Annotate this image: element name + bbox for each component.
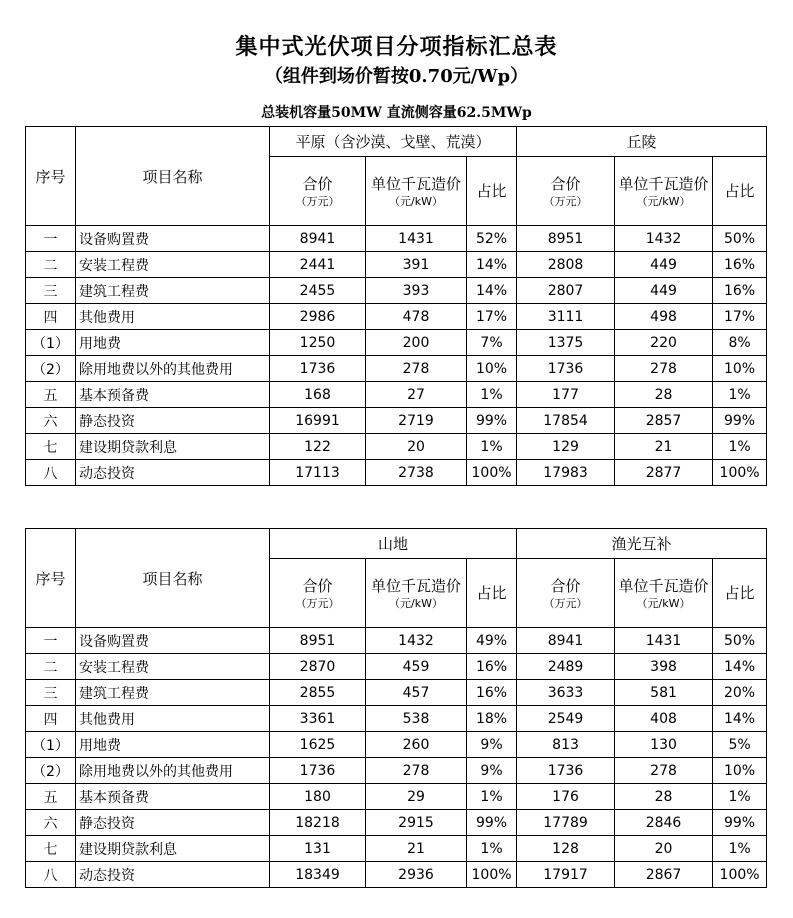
row-seq: 五 bbox=[26, 784, 76, 810]
row-price-b: 8941 bbox=[517, 628, 615, 654]
row-price-a: 1736 bbox=[270, 758, 366, 784]
row-price-b: 8951 bbox=[517, 226, 615, 252]
row-price-a: 2455 bbox=[270, 278, 366, 304]
row-item-name: 其他费用 bbox=[76, 304, 270, 330]
row-item-name: 动态投资 bbox=[76, 862, 270, 888]
row-item-name: 动态投资 bbox=[76, 460, 270, 486]
unit-cost-header-b-unit: （元/kW） bbox=[636, 596, 691, 610]
row-unit-cost-b: 1431 bbox=[615, 628, 713, 654]
row-seq: 五 bbox=[26, 382, 76, 408]
unit-cost-header-b bbox=[615, 157, 713, 226]
row-ratio-a: 9% bbox=[467, 758, 517, 784]
table-row bbox=[26, 408, 767, 434]
row-ratio-b: 50% bbox=[713, 226, 767, 252]
row-price-b: 17789 bbox=[517, 810, 615, 836]
row-item-name: 建设期贷款利息 bbox=[76, 434, 270, 460]
table-row bbox=[26, 836, 767, 862]
row-ratio-b: 17% bbox=[713, 304, 767, 330]
table-row bbox=[26, 278, 767, 304]
row-item-name: 除用地费以外的其他费用 bbox=[76, 356, 270, 382]
row-seq: 八 bbox=[26, 460, 76, 486]
row-unit-cost-b: 398 bbox=[615, 654, 713, 680]
row-seq: 六 bbox=[26, 408, 76, 434]
row-unit-cost-b: 28 bbox=[615, 382, 713, 408]
table-row bbox=[26, 654, 767, 680]
row-unit-cost-a: 260 bbox=[366, 732, 467, 758]
row-price-a: 2855 bbox=[270, 680, 366, 706]
row-unit-cost-a: 278 bbox=[366, 356, 467, 382]
row-unit-cost-b: 28 bbox=[615, 784, 713, 810]
row-price-a: 1736 bbox=[270, 356, 366, 382]
row-unit-cost-a: 459 bbox=[366, 654, 467, 680]
price-header-b-unit: （万元） bbox=[543, 596, 588, 610]
row-unit-cost-b: 2846 bbox=[615, 810, 713, 836]
row-ratio-a: 52% bbox=[467, 226, 517, 252]
row-unit-cost-a: 538 bbox=[366, 706, 467, 732]
ratio-header-a-label: 占比 bbox=[476, 584, 507, 602]
row-seq: （2） bbox=[26, 758, 76, 784]
row-price-b: 813 bbox=[517, 732, 615, 758]
ratio-header-b bbox=[713, 559, 767, 628]
row-unit-cost-a: 457 bbox=[366, 680, 467, 706]
row-price-b: 2489 bbox=[517, 654, 615, 680]
row-unit-cost-a: 393 bbox=[366, 278, 467, 304]
row-unit-cost-b: 581 bbox=[615, 680, 713, 706]
unit-cost-header-a-unit: （元/kW） bbox=[389, 596, 443, 610]
row-price-a: 180 bbox=[270, 784, 366, 810]
table-row bbox=[26, 460, 767, 486]
row-ratio-a: 9% bbox=[467, 732, 517, 758]
row-item-name: 静态投资 bbox=[76, 408, 270, 434]
row-item-name: 建筑工程费 bbox=[76, 278, 270, 304]
row-item-name: 建筑工程费 bbox=[76, 680, 270, 706]
row-price-a: 122 bbox=[270, 434, 366, 460]
row-unit-cost-a: 1432 bbox=[366, 628, 467, 654]
group-header-b: 丘陵 bbox=[517, 127, 767, 157]
row-ratio-a: 7% bbox=[467, 330, 517, 356]
row-item-name: 建设期贷款利息 bbox=[76, 836, 270, 862]
row-item-name: 基本预备费 bbox=[76, 382, 270, 408]
price-header-a-unit: （万元） bbox=[295, 194, 340, 208]
ratio-header-b-label: 占比 bbox=[724, 584, 755, 602]
row-seq: 八 bbox=[26, 862, 76, 888]
row-ratio-b: 10% bbox=[713, 356, 767, 382]
row-seq: 二 bbox=[26, 252, 76, 278]
row-price-a: 1625 bbox=[270, 732, 366, 758]
table-row bbox=[26, 434, 767, 460]
row-unit-cost-b: 408 bbox=[615, 706, 713, 732]
row-unit-cost-b: 2867 bbox=[615, 862, 713, 888]
row-ratio-b: 5% bbox=[713, 732, 767, 758]
table-row bbox=[26, 382, 767, 408]
price-header-b-label: 合价 bbox=[550, 174, 581, 193]
row-item-name: 除用地费以外的其他费用 bbox=[76, 758, 270, 784]
unit-cost-header-b-label: 单位千瓦造价 bbox=[618, 174, 709, 193]
row-ratio-b: 1% bbox=[713, 836, 767, 862]
row-ratio-a: 100% bbox=[467, 460, 517, 486]
row-seq: （1） bbox=[26, 330, 76, 356]
row-price-a: 8951 bbox=[270, 628, 366, 654]
row-price-a: 8941 bbox=[270, 226, 366, 252]
row-unit-cost-a: 2738 bbox=[366, 460, 467, 486]
row-ratio-a: 14% bbox=[467, 278, 517, 304]
row-unit-cost-b: 449 bbox=[615, 278, 713, 304]
row-unit-cost-a: 29 bbox=[366, 784, 467, 810]
row-ratio-a: 18% bbox=[467, 706, 517, 732]
table-row bbox=[26, 810, 767, 836]
ratio-header-b-label: 占比 bbox=[724, 182, 755, 200]
row-seq: 四 bbox=[26, 706, 76, 732]
row-ratio-a: 10% bbox=[467, 356, 517, 382]
row-unit-cost-b: 21 bbox=[615, 434, 713, 460]
row-price-b: 3111 bbox=[517, 304, 615, 330]
row-unit-cost-b: 278 bbox=[615, 758, 713, 784]
unit-cost-header-a bbox=[366, 157, 467, 226]
summary-table-1 bbox=[25, 126, 767, 486]
table-row bbox=[26, 862, 767, 888]
row-ratio-b: 20% bbox=[713, 680, 767, 706]
row-unit-cost-b: 1432 bbox=[615, 226, 713, 252]
unit-cost-header-a-label: 单位千瓦造价 bbox=[370, 174, 461, 193]
unit-cost-header-a-unit: （元/kW） bbox=[389, 194, 443, 208]
row-ratio-a: 100% bbox=[467, 862, 517, 888]
table-row bbox=[26, 252, 767, 278]
row-seq: 二 bbox=[26, 654, 76, 680]
document-title: 集中式光伏项目分项指标汇总表 bbox=[235, 34, 558, 60]
row-price-a: 1250 bbox=[270, 330, 366, 356]
row-ratio-b: 100% bbox=[713, 862, 767, 888]
row-price-a: 2441 bbox=[270, 252, 366, 278]
ratio-header-a bbox=[467, 157, 517, 226]
table-row bbox=[26, 226, 767, 252]
row-seq: 四 bbox=[26, 304, 76, 330]
row-ratio-b: 16% bbox=[713, 278, 767, 304]
row-ratio-b: 14% bbox=[713, 706, 767, 732]
row-ratio-a: 1% bbox=[467, 836, 517, 862]
row-ratio-b: 8% bbox=[713, 330, 767, 356]
row-unit-cost-a: 478 bbox=[366, 304, 467, 330]
seq-header: 序号 bbox=[26, 127, 76, 226]
row-price-b: 176 bbox=[517, 784, 615, 810]
price-header-a bbox=[270, 559, 366, 628]
row-price-a: 18218 bbox=[270, 810, 366, 836]
row-item-name: 其他费用 bbox=[76, 706, 270, 732]
row-unit-cost-a: 1431 bbox=[366, 226, 467, 252]
price-header-b bbox=[517, 157, 615, 226]
row-seq: 六 bbox=[26, 810, 76, 836]
group-header-a: 平原（含沙漠、戈壁、荒漠） bbox=[270, 127, 517, 157]
row-unit-cost-b: 220 bbox=[615, 330, 713, 356]
row-price-b: 2549 bbox=[517, 706, 615, 732]
row-ratio-a: 16% bbox=[467, 654, 517, 680]
row-price-b: 3633 bbox=[517, 680, 615, 706]
row-ratio-a: 14% bbox=[467, 252, 517, 278]
row-seq: 一 bbox=[26, 226, 76, 252]
row-seq: （2） bbox=[26, 356, 76, 382]
name-header: 项目名称 bbox=[76, 127, 270, 226]
unit-cost-header-a bbox=[366, 559, 467, 628]
row-seq: 一 bbox=[26, 628, 76, 654]
row-ratio-b: 10% bbox=[713, 758, 767, 784]
row-unit-cost-a: 21 bbox=[366, 836, 467, 862]
row-price-b: 1736 bbox=[517, 356, 615, 382]
row-item-name: 设备购置费 bbox=[76, 226, 270, 252]
row-price-a: 18349 bbox=[270, 862, 366, 888]
row-ratio-a: 1% bbox=[467, 434, 517, 460]
price-header-a-label: 合价 bbox=[302, 576, 333, 595]
row-unit-cost-a: 2915 bbox=[366, 810, 467, 836]
row-ratio-a: 17% bbox=[467, 304, 517, 330]
row-price-a: 2986 bbox=[270, 304, 366, 330]
row-ratio-a: 1% bbox=[467, 382, 517, 408]
unit-cost-header-b bbox=[615, 559, 713, 628]
row-unit-cost-a: 2719 bbox=[366, 408, 467, 434]
price-header-b-label: 合价 bbox=[550, 576, 581, 595]
row-unit-cost-a: 200 bbox=[366, 330, 467, 356]
table-row bbox=[26, 732, 767, 758]
unit-cost-header-b-label: 单位千瓦造价 bbox=[618, 576, 709, 595]
row-ratio-a: 99% bbox=[467, 810, 517, 836]
seq-header: 序号 bbox=[26, 529, 76, 628]
row-item-name: 用地费 bbox=[76, 732, 270, 758]
price-header-a-unit: （万元） bbox=[295, 596, 340, 610]
summary-table-2 bbox=[25, 528, 767, 888]
row-unit-cost-b: 2857 bbox=[615, 408, 713, 434]
row-unit-cost-a: 391 bbox=[366, 252, 467, 278]
row-unit-cost-b: 130 bbox=[615, 732, 713, 758]
document-subtitle: （组件到场价暂按0.70元/Wp） bbox=[264, 66, 529, 87]
row-price-b: 128 bbox=[517, 836, 615, 862]
row-price-b: 17983 bbox=[517, 460, 615, 486]
row-seq: （1） bbox=[26, 732, 76, 758]
unit-cost-header-a-label: 单位千瓦造价 bbox=[370, 576, 461, 595]
name-header: 项目名称 bbox=[76, 529, 270, 628]
capacity-note: 总装机容量50MW 直流侧容量62.5MWp bbox=[261, 105, 532, 121]
row-unit-cost-b: 278 bbox=[615, 356, 713, 382]
row-ratio-b: 1% bbox=[713, 784, 767, 810]
price-header-b-unit: （万元） bbox=[543, 194, 588, 208]
group-header-b: 渔光互补 bbox=[517, 529, 767, 559]
row-price-b: 2807 bbox=[517, 278, 615, 304]
row-price-b: 177 bbox=[517, 382, 615, 408]
table-row bbox=[26, 304, 767, 330]
row-unit-cost-a: 278 bbox=[366, 758, 467, 784]
row-price-a: 3361 bbox=[270, 706, 366, 732]
table-row bbox=[26, 680, 767, 706]
row-unit-cost-a: 20 bbox=[366, 434, 467, 460]
row-seq: 七 bbox=[26, 434, 76, 460]
row-price-a: 17113 bbox=[270, 460, 366, 486]
row-item-name: 基本预备费 bbox=[76, 784, 270, 810]
row-item-name: 用地费 bbox=[76, 330, 270, 356]
table-row bbox=[26, 628, 767, 654]
row-price-b: 1736 bbox=[517, 758, 615, 784]
row-ratio-b: 1% bbox=[713, 434, 767, 460]
row-ratio-a: 99% bbox=[467, 408, 517, 434]
row-unit-cost-b: 498 bbox=[615, 304, 713, 330]
row-price-a: 168 bbox=[270, 382, 366, 408]
row-ratio-b: 99% bbox=[713, 408, 767, 434]
price-header-a bbox=[270, 157, 366, 226]
price-header-b bbox=[517, 559, 615, 628]
row-item-name: 安装工程费 bbox=[76, 654, 270, 680]
row-unit-cost-b: 20 bbox=[615, 836, 713, 862]
row-item-name: 设备购置费 bbox=[76, 628, 270, 654]
ratio-header-a bbox=[467, 559, 517, 628]
row-unit-cost-a: 27 bbox=[366, 382, 467, 408]
row-unit-cost-b: 2877 bbox=[615, 460, 713, 486]
group-header-a: 山地 bbox=[270, 529, 517, 559]
row-price-b: 1375 bbox=[517, 330, 615, 356]
row-price-b: 2808 bbox=[517, 252, 615, 278]
row-ratio-b: 50% bbox=[713, 628, 767, 654]
row-seq: 三 bbox=[26, 680, 76, 706]
table-row bbox=[26, 784, 767, 810]
ratio-header-b bbox=[713, 157, 767, 226]
table-row bbox=[26, 356, 767, 382]
row-ratio-a: 1% bbox=[467, 784, 517, 810]
row-seq: 七 bbox=[26, 836, 76, 862]
row-item-name: 静态投资 bbox=[76, 810, 270, 836]
row-seq: 三 bbox=[26, 278, 76, 304]
table-row bbox=[26, 758, 767, 784]
ratio-header-a-label: 占比 bbox=[476, 182, 507, 200]
row-price-b: 17854 bbox=[517, 408, 615, 434]
unit-cost-header-b-unit: （元/kW） bbox=[636, 194, 691, 208]
row-price-b: 129 bbox=[517, 434, 615, 460]
row-ratio-b: 14% bbox=[713, 654, 767, 680]
row-unit-cost-b: 449 bbox=[615, 252, 713, 278]
row-price-a: 16991 bbox=[270, 408, 366, 434]
table-row bbox=[26, 706, 767, 732]
row-unit-cost-a: 2936 bbox=[366, 862, 467, 888]
row-ratio-b: 100% bbox=[713, 460, 767, 486]
row-price-b: 17917 bbox=[517, 862, 615, 888]
row-ratio-b: 16% bbox=[713, 252, 767, 278]
row-ratio-a: 49% bbox=[467, 628, 517, 654]
row-ratio-a: 16% bbox=[467, 680, 517, 706]
price-header-a-label: 合价 bbox=[302, 174, 333, 193]
row-price-a: 131 bbox=[270, 836, 366, 862]
table-row bbox=[26, 330, 767, 356]
row-ratio-b: 1% bbox=[713, 382, 767, 408]
row-price-a: 2870 bbox=[270, 654, 366, 680]
row-item-name: 安装工程费 bbox=[76, 252, 270, 278]
row-ratio-b: 99% bbox=[713, 810, 767, 836]
